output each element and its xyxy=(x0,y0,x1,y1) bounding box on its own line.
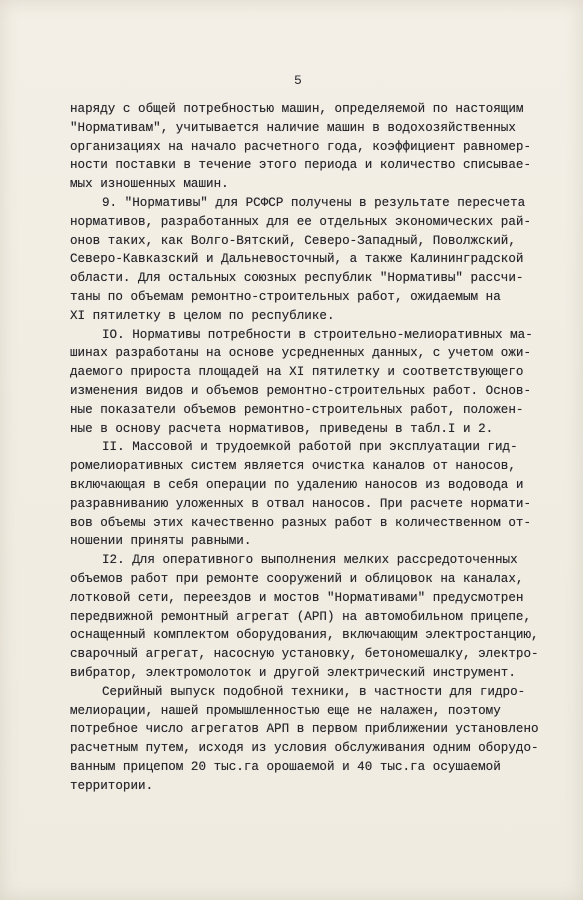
paragraph-continuation: наряду с общей потребностью машин, определяемой по настоящим "Нормативам", учитывается наличие машин в водохозяйственных организациях на начало расчетного года, коэффициент равномер- ности поставки в течение этого периода и количество списывае- мых изношенных машин. xyxy=(70,102,532,192)
paragraph-9: 9. "Нормативы" для РСФСР получены в результате пересчета нормативов, разработанных для ее отдельных экономических рай- онов таких, как Волго-Вятский, Северо-Западный, Поволжский, Северо-Кавказский и Дальневосточный, а также Калининградской области. Для остальных союзных республик "Нормативы" рассчи- таны по объемам ремонтно-строительных работ, ожидаемым на XI пятилетку в целом по республике. xyxy=(70,195,532,323)
paragraph-11: II. Массовой и трудоемкой работой при эксплуатации гид- ромелиоративных систем является очистка каналов от наносов, включающая в себя операции по удалению наносов из водовода и разравниванию уложенных в отвал наносов. При расчете нормати- вов объемы этих качественно разных работ в количественном от- ношении приняты равными. xyxy=(70,440,532,549)
paragraph-10: IO. Нормативы потребности в строительно-мелиоративных ма- шинах разработаны на основе усредненных данных, с учетом ожи- даемого прироста площадей на XI пятилетку и соответствующего изменения видов и объемов ремонтно-строительных работ. Основ- ные показатели объемов ремонтно-строительных работ, положен- ные в основу расчета нормативов, приведены в табл.I и 2. xyxy=(70,327,533,436)
page-number: 5 xyxy=(294,73,302,88)
paragraph-12: I2. Для оперативного выполнения мелких рассредоточенных объемов работ при ремонте сооружений и облицовок на каналах, лотковой сети, переездов и мостов "Нормативами" предусмотрен передвижной ремонтный агрегат (АРП) на автомобильном прицепе, оснащенный комплектом оборудования, включающим электростанцию, сварочный агрегат, насосную установку, бетономешалку, электро- вибратор, электромолоток и другой электрический инструмент. xyxy=(70,553,539,680)
document-body xyxy=(70,100,560,795)
paragraph-serial-production: Серийный выпуск подобной техники, в частности для гидро- мелиорации, нашей промышленностью еще не налажен, поэтому потребное число агрегатов АРП в первом приближении установлено расчетным путем, исходя из условия обслуживания одним оборудо- ванным прицепом 20 тыс.га орошаемой и 40 тыс.га осушаемой территории. xyxy=(70,684,539,793)
